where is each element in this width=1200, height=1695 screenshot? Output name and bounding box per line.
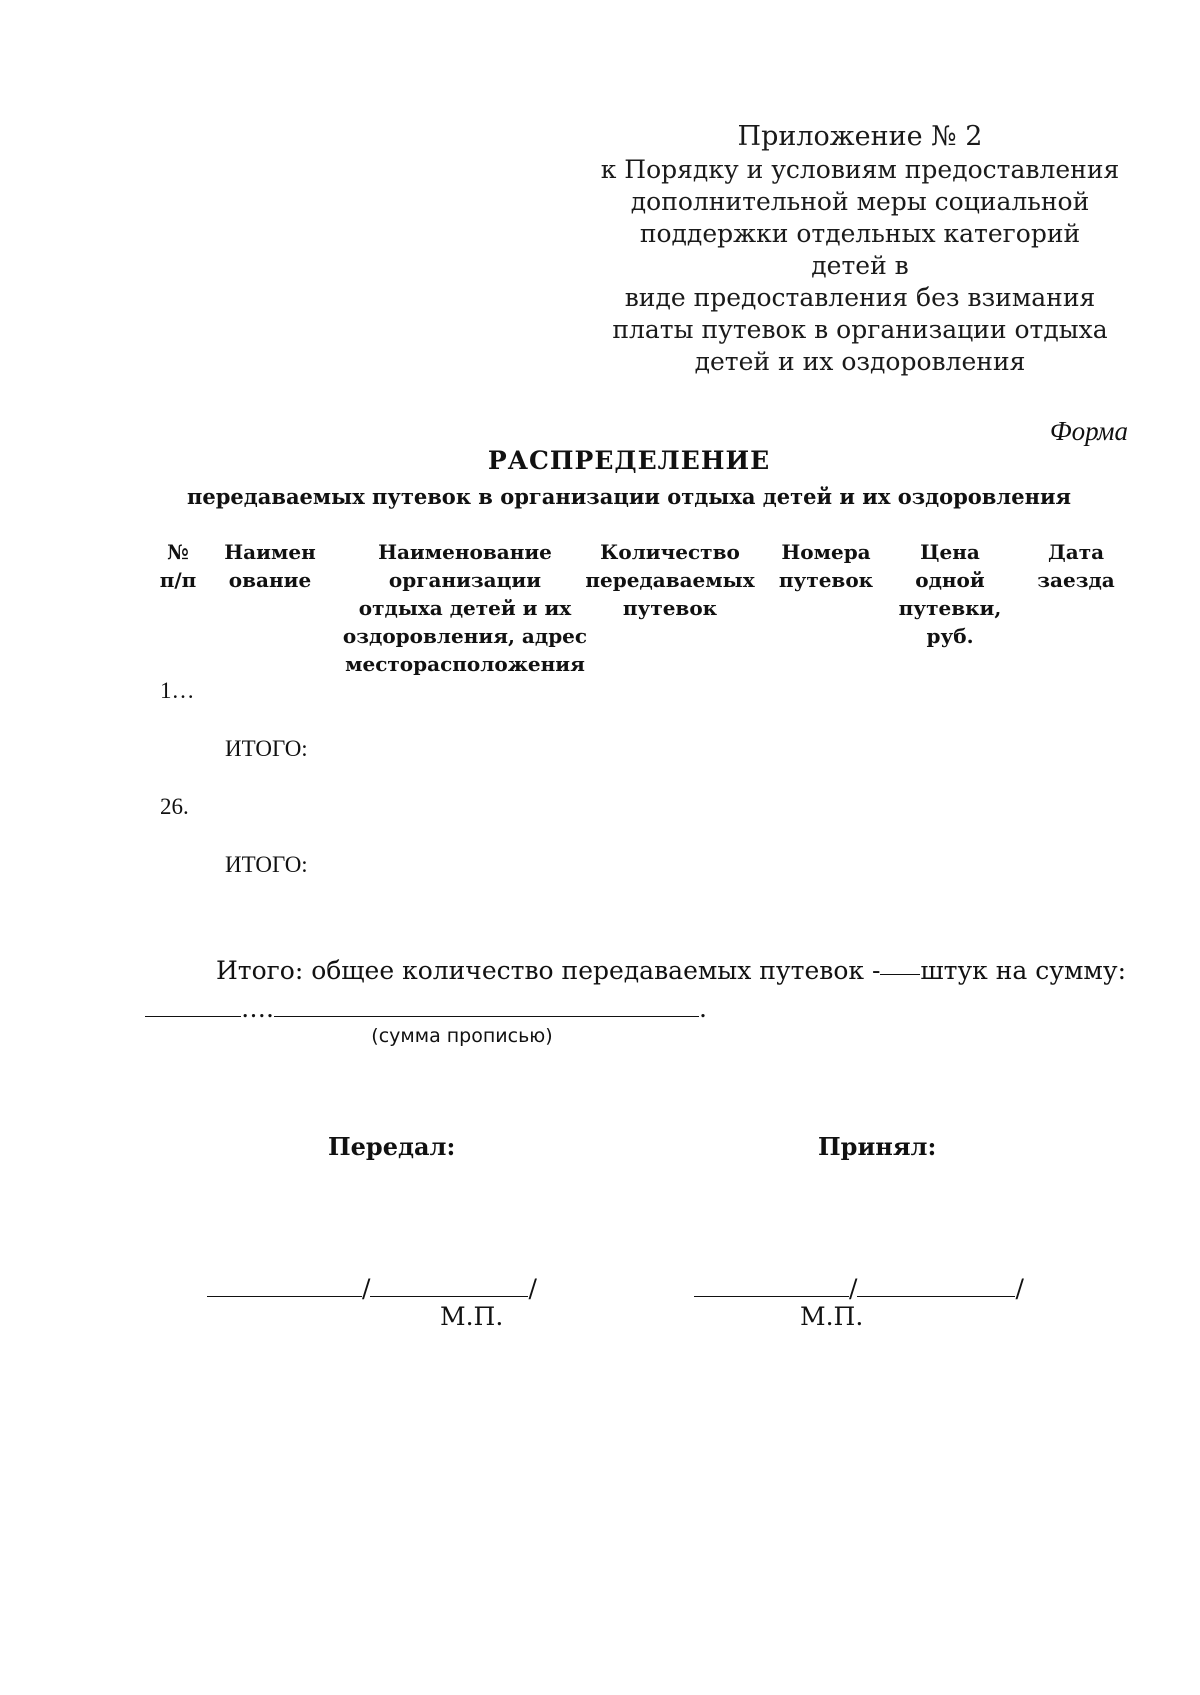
sender-label: Передал:	[328, 1132, 456, 1161]
column-header-quantity: Количество передаваемых путевок	[585, 540, 755, 620]
row-total-label: ИТОГО:	[225, 736, 308, 761]
summary-text: Итого: общее количество передаваемых путевок -	[216, 956, 881, 985]
appendix-title: Приложение № 2	[737, 121, 983, 152]
name-blank	[370, 1270, 528, 1297]
appendix-line: дополнительной меры социальной	[630, 187, 1090, 216]
appendix-line: виде предоставления без взимания	[624, 283, 1096, 312]
name-blank	[857, 1270, 1015, 1297]
amount-line	[145, 992, 705, 1023]
signature-blank	[207, 1270, 362, 1297]
appendix-block	[600, 120, 1120, 378]
sender-stamp-label: М.П.	[440, 1302, 504, 1331]
signature-blank	[694, 1270, 849, 1297]
quantity-blank	[880, 956, 920, 975]
amount-blank	[145, 992, 241, 1017]
row-number: 26.	[160, 794, 189, 819]
amount-dots: ….	[241, 994, 274, 1023]
column-header-arrival-date: Дата заезда	[1037, 540, 1115, 592]
document-title: РАСПРЕДЕЛЕНИЕ	[487, 446, 771, 475]
appendix-line: поддержки отдельных категорий детей в	[639, 219, 1081, 280]
receiver-label: Принял:	[818, 1132, 937, 1161]
amount-end-mark: .	[698, 994, 707, 1023]
amount-in-words-blank	[274, 992, 699, 1017]
receiver-signature-line: / /	[694, 1270, 1024, 1303]
column-header-price: Цена одной путевки, руб.	[898, 540, 1002, 648]
column-header-number: № п/п	[159, 540, 197, 592]
receiver-stamp-label: М.П.	[800, 1302, 864, 1331]
row-total-label: ИТОГО:	[225, 852, 308, 877]
column-header-organization: Наименование организации отдыха детей и их оздоровления, адрес месторасположения	[342, 540, 588, 676]
column-header-voucher-numbers: Номера путевок	[778, 540, 874, 592]
summary-line	[216, 956, 1126, 985]
appendix-line: детей и их оздоровления	[694, 347, 1026, 376]
summary-text-end: штук на сумму:	[920, 956, 1126, 985]
appendix-line: платы путевок в организации отдыха	[612, 315, 1108, 344]
sender-signature-line: / /	[207, 1270, 537, 1303]
column-header-name: Наимен ование	[224, 540, 316, 592]
document-subtitle: передаваемых путевок в организации отдыха детей и их оздоровления	[186, 484, 1072, 509]
appendix-line: к Порядку и условиям предоставления	[600, 155, 1120, 184]
form-label: Форма	[1049, 416, 1128, 446]
row-number: 1…	[160, 678, 195, 703]
amount-hint: (сумма прописью)	[371, 1025, 553, 1047]
